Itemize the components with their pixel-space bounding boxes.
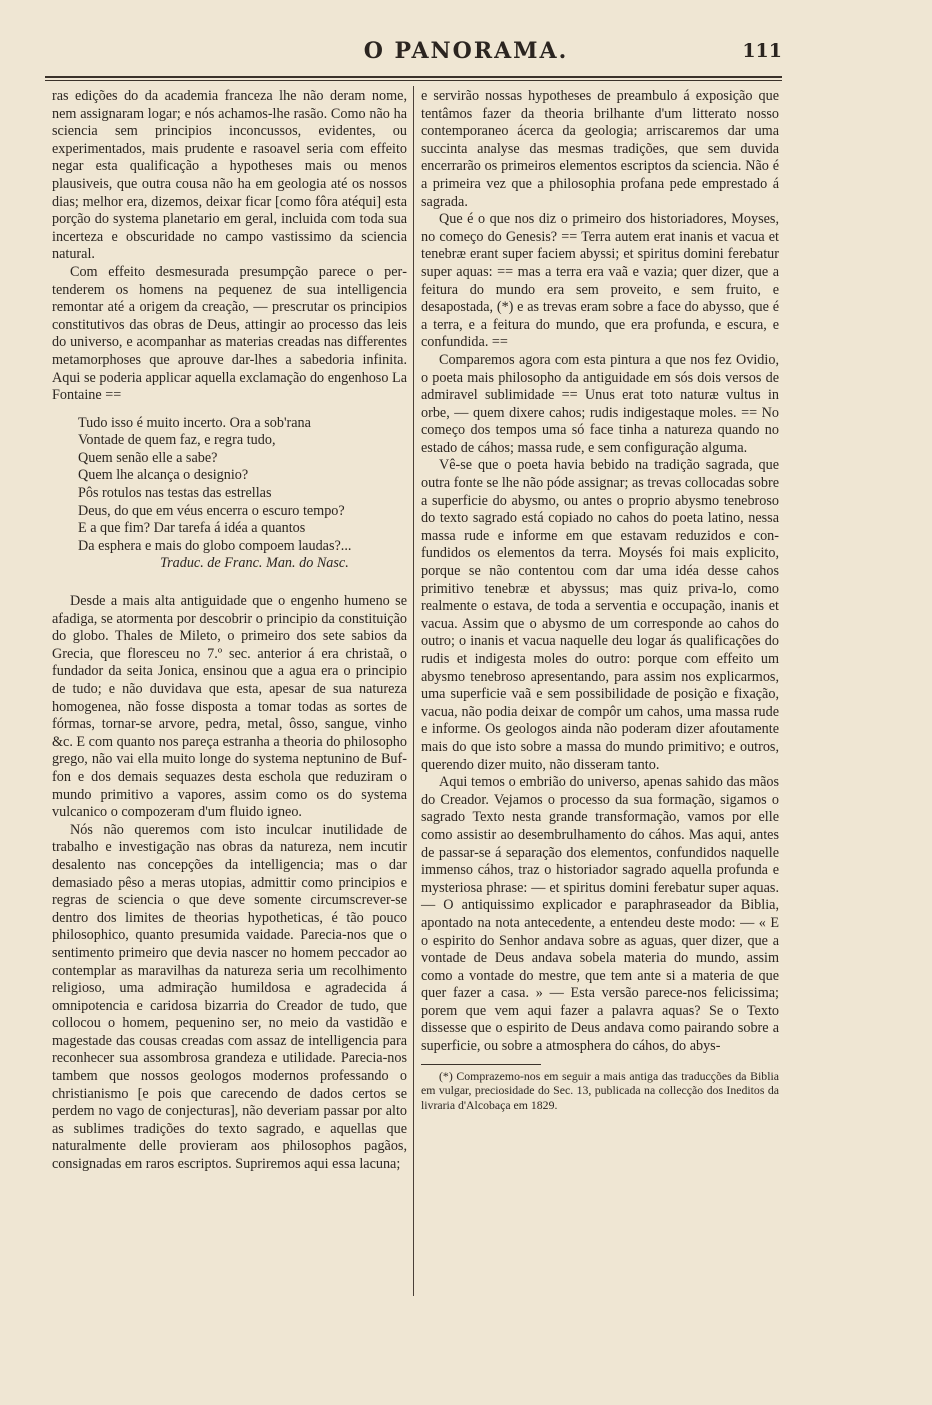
verse-line: Quem senão elle a sabe? bbox=[78, 449, 218, 466]
verse-line: Quem lhe alcança o designio? bbox=[78, 467, 249, 484]
verse-line: E a que fim? Dar tarefa á idéa a quantos bbox=[78, 520, 306, 537]
footnote: (*) Comprazemo-nos em seguir a mais antiga das traducções da Biblia em vulgar, preciosidade do Sec. 13, publicada na collecção dos Ineditos da livraria d'Alcobaça em 1829. bbox=[421, 1068, 779, 1112]
page-number: 111 bbox=[742, 40, 782, 62]
right-paragraph-4: Vê-se que o poeta havia bebido na tradição sagrada, que outra fonte se lhe não póde assignar; as trevas collocadas sobre a superficie do abysmo, ou antes o proprio abysmo tenebroso do texto sagrado está copiado no cahos do poeta latino, nessa massa rude e informe em que estavam reduzidos e confundidos os elementos da terra. Moysés foi mais explicito, porque se não contentou com dar uma idéa desse cahos primitivo tenebræ et abyssus; mas quiz priva-lo, como realmente o estava, de toda a serventia e occupação, inanis et vacua. Assim que o abysmo de um corresponde ao cahos do outro; o inanis et vacua naquelle deu logar ás qualificações do rudis et indigesta moles do outro: porque com effeito um abysmo tenebroso apresentando, para assim nos explicarmos, uma superficie vaã e sem possibilidade de posição e fixação, vacua, não podia deixar de compôr um cahos, uma massa rude e informe. Os geologos ainda não poderam dizer afoutamente mais do que isto sobre a massa do mundo primitivo; e outros, querendo dizer muito, não disseram tanto. bbox=[421, 457, 779, 773]
verse-line: Vontade de quem faz, e regra tudo, bbox=[78, 432, 276, 449]
verse-source: Traduc. de Franc. Man. do Nasc. bbox=[160, 555, 349, 572]
column-right bbox=[421, 88, 779, 1112]
verse-line: Da esphera e mais do globo compoem laudas?... bbox=[78, 537, 352, 554]
right-paragraph-1: e servirão nossas hypotheses de preambulo á exposição que tentâmos fazer da theoria brilhante d'um litterato nosso contemporaneo ácerca da geologia; arriscaremos dar uma succinta analyse das mesmas tradições, que sem duvida encerrarão os primeiros elementos escriptos da sciencia. Não é a primeira vez que a philosophia profana pede emprestado á sagrada. bbox=[421, 88, 779, 210]
left-paragraph-1: ras edições do da academia franceza lhe não deram nome, nem assignaram logar; e nós achamos-lhe rasão. Como não ha sciencia sem principios inconcussos, evidentes, ou experimentados, mais prudente e rasoavel seria com effeito negar esta qualificação a hypotheses mais ou menos plausiveis, que outra cousa não ha em geologia até os nossos dias; melhor era, dizemos, deixar ficar [como fôra atéqui] esta porção do systema planetario em geral, incluida com toda sua incerteza e obscuridade no campo vastissimo da sciencia natural. bbox=[52, 88, 407, 263]
left-paragraph-4: Nós não queremos com isto inculcar inutilidade de trabalho e investigação nas obras da natureza, nem incutir desalento nas concepções da intelligencia; mas o dar demasiado pêso a meras utopias, admittir como principios e regras de sciencia o que deve somente circumscrever-se dentro dos limites de theorias hypotheticas, é tão pouco philosophico, quanto presumida vaidade. Parecia-nos que o sentimento primeiro que devia nascer no homem peccador ao contemplar as maravilhas da natureza seria um recolhimento religioso, uma admiração humildosa e agradecida á omnipotencia e caridosa bizarria do Creador de tudo, que collocou o homem, pequenino ser, no meio da vastidão e magestade das cousas creadas com assaz de intelligencia para reconhecer sua assombrosa grandeza e utilidade. Parecia-nos tambem que nossos geologos modernos professando o christianismo [e pois que carecendo de dados certos se perdem no vago de conjecturas], não deveriam passar por alto as sublimes tradições do texto sagrado, e aquellas que naturalmente delle provieram aos philosophos pagãos, consignadas em raros escriptos. Supriremos aqui essa lacuna; bbox=[52, 821, 407, 1173]
right-paragraph-5: Aqui temos o embrião do universo, apenas sahido das mãos do Creador. Vejamos o processo da sua formação, sigamos o sagrado Texto nesta grande transformação, vamos por elle como assistir ao desembrulhamento do cáhos. Mas aqui, antes de passar-se á separação dos elementos, confundidos naquelle immenso cáhos, traz o historiador sagrado aquella profunda e mysteriosa phrase: — et spiritus domini ferebatur super aquas. — O antiquissimo explicador e paraphraseador da Biblia, apontado na nota antecedente, a entendeu deste modo: — « E o espirito do Senhor andava sobre as aguas, quer dizer, que a vontade de Deus andava sobela materia do mundo, assim como a vontade do mestre, que tem ante si a materia de que quer fazer a casa. » — Esta versão parece-nos felicissima; porem que vem aqui fazer a palavra aquas? Se o Texto dissesse que o espirito de Deus andava como pairando sobre a superficie, ou sobre a atmosphera do cáhos, do abys- bbox=[421, 774, 779, 1055]
footnote-rule bbox=[421, 1064, 541, 1065]
column-divider bbox=[413, 86, 414, 1296]
header-rule bbox=[45, 76, 782, 78]
verse-line: Deus, do que em véus encerra o escuro tempo? bbox=[78, 502, 345, 519]
right-paragraph-3: Comparemos agora com esta pintura a que nos fez Ovidio, o poeta mais philosopho da antiguidade em sós dois versos de admiravel sublimidade == Unus erat toto naturæ vultus in orbe, — quem dixere cahos; rudis indigestaque moles. == No começo dos tempos uma só face tinha a natureza quando no estado de cáhos; massa rude, e sem configuração alguma. bbox=[421, 351, 779, 456]
right-paragraph-2: Que é o que nos diz o primeiro dos historiadores, Moyses, no começo do Genesis? == Terra autem erat inanis et vacua et tenebræ erant super faciem abyssi; et spiritus domini ferebatur super aquas: == mas a terra era vaã e vazia; quer dizer, que a feitura do mundo era sem proveito, e sem fruito, e desapostada, (*) e as trevas eram sobre a face do abysso, que é a terra, e a feitura do mundo, que era profunda, e escura, e confundida. == bbox=[421, 211, 779, 351]
verse-quote bbox=[78, 415, 407, 573]
column-left bbox=[52, 88, 407, 1174]
verse-line: Tudo isso é muito incerto. Ora a sob'rana bbox=[78, 414, 311, 431]
page-header-title: O PANORAMA. bbox=[363, 38, 569, 64]
verse-line: Pôs rotulos nas testas das estrellas bbox=[78, 485, 272, 502]
header-rule-thin bbox=[45, 80, 782, 81]
left-paragraph-3: Desde a mais alta antiguidade que o engenho humeno se afadiga, se atormenta por descobrir o principio da constituição do globo. Thales de Mileto, o primeiro dos sete sabios da Grecia, que floresceu no 7.º sec. anterior á era christaã, o fundador da seita Jonica, ensinou que a agua era o principio de tudo; e não duvidava que esta, apesar de sua natureza homogenea, não fosse disposta a tomar todas as sortes de fórmas, tornar-se arvore, pedra, metal, ôsso, sangue, vinho &c. E com quanto nos pareça estranha a theoria do philosopho grego, não vai ella muito longe do systema neptunino de Buffon e dos demais sequazes desta eschola que reduziram o mundo primitivo a vapores, assim como os do systema vulcanico o compozeram d'um fluido igneo. bbox=[52, 593, 407, 821]
left-paragraph-2: Com effeito desmesurada presumpção parece o pertenderem os homens na pequenez de sua intelligencia remontar até a origem da creação, — prescrutar os principios constitutivos das obras de Deus, attingir ao processo das leis do universo, e acompanhar as materias creadas nas differentes metamorphoses que aprouve dar-lhes a sabedoria infinita. Aqui se poderia applicar aquella exclamação do engenhoso La Fontaine == bbox=[52, 263, 407, 404]
